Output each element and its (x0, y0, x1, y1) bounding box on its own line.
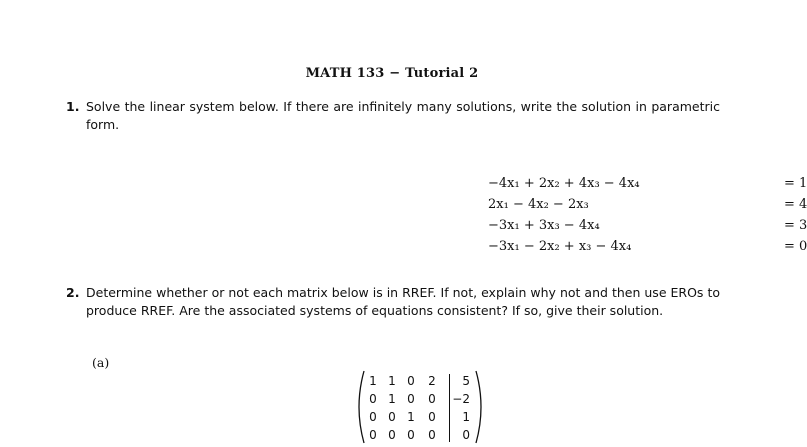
matrix-cell: 1 (462, 410, 470, 424)
matrix-cell: 0 (388, 428, 396, 442)
matrix-cell: 1 (369, 374, 377, 388)
equation-1-rhs: = 1 (784, 176, 807, 191)
equation-2-rhs: = 4 (784, 197, 807, 212)
matrix-cell: 0 (407, 392, 415, 406)
equation-3-lhs: −3x₁ + 3x₃ − 4x₄ (488, 218, 600, 233)
equation-4-lhs: −3x₁ − 2x₂ + x₃ − 4x₄ (488, 239, 632, 254)
matrix-cell: 1 (388, 374, 396, 388)
matrix-cell: 0 (428, 392, 436, 406)
equation-3-rhs: = 3 (784, 218, 807, 233)
right-paren (474, 370, 488, 444)
matrix-cell: 1 (407, 410, 415, 424)
equation-1-lhs: −4x₁ + 2x₂ + 4x₃ − 4x₄ (488, 176, 640, 191)
augmented-matrix-a (352, 372, 488, 444)
matrix-cell: 0 (407, 428, 415, 442)
matrix-cell: 0 (428, 428, 436, 442)
matrix-cell: 0 (369, 410, 377, 424)
part-a-label: (a) (92, 355, 110, 370)
matrix-cell: 0 (388, 410, 396, 424)
matrix-cell: 2 (428, 374, 436, 388)
problem-2-number: 2. (66, 285, 80, 300)
matrix-cell: 0 (428, 410, 436, 424)
problem-2-text: Determine whether or not each matrix below is in RREF. If not, explain why not and then use EROs to produce RREF. Are the associated systems of equations consistent? If so, give their solution. (86, 285, 720, 318)
document-title: MATH 133 − Tutorial 2 (305, 66, 479, 81)
matrix-cell: 5 (462, 374, 470, 388)
matrix-cell: 0 (369, 428, 377, 442)
matrix-cell: −2 (452, 392, 470, 406)
matrix-cell: 0 (369, 392, 377, 406)
left-paren (352, 370, 366, 444)
matrix-cell: 0 (462, 428, 470, 442)
equation-4-rhs: = 0 (784, 239, 807, 254)
matrix-cell: 1 (388, 392, 396, 406)
matrix-cell: 0 (407, 374, 415, 388)
problem-1-number: 1. (66, 99, 80, 114)
problem-1-text: Solve the linear system below. If there are infinitely many solutions, write the solution in parametric form. (86, 99, 720, 132)
equation-2-lhs: 2x₁ − 4x₂ − 2x₃ (488, 197, 589, 212)
